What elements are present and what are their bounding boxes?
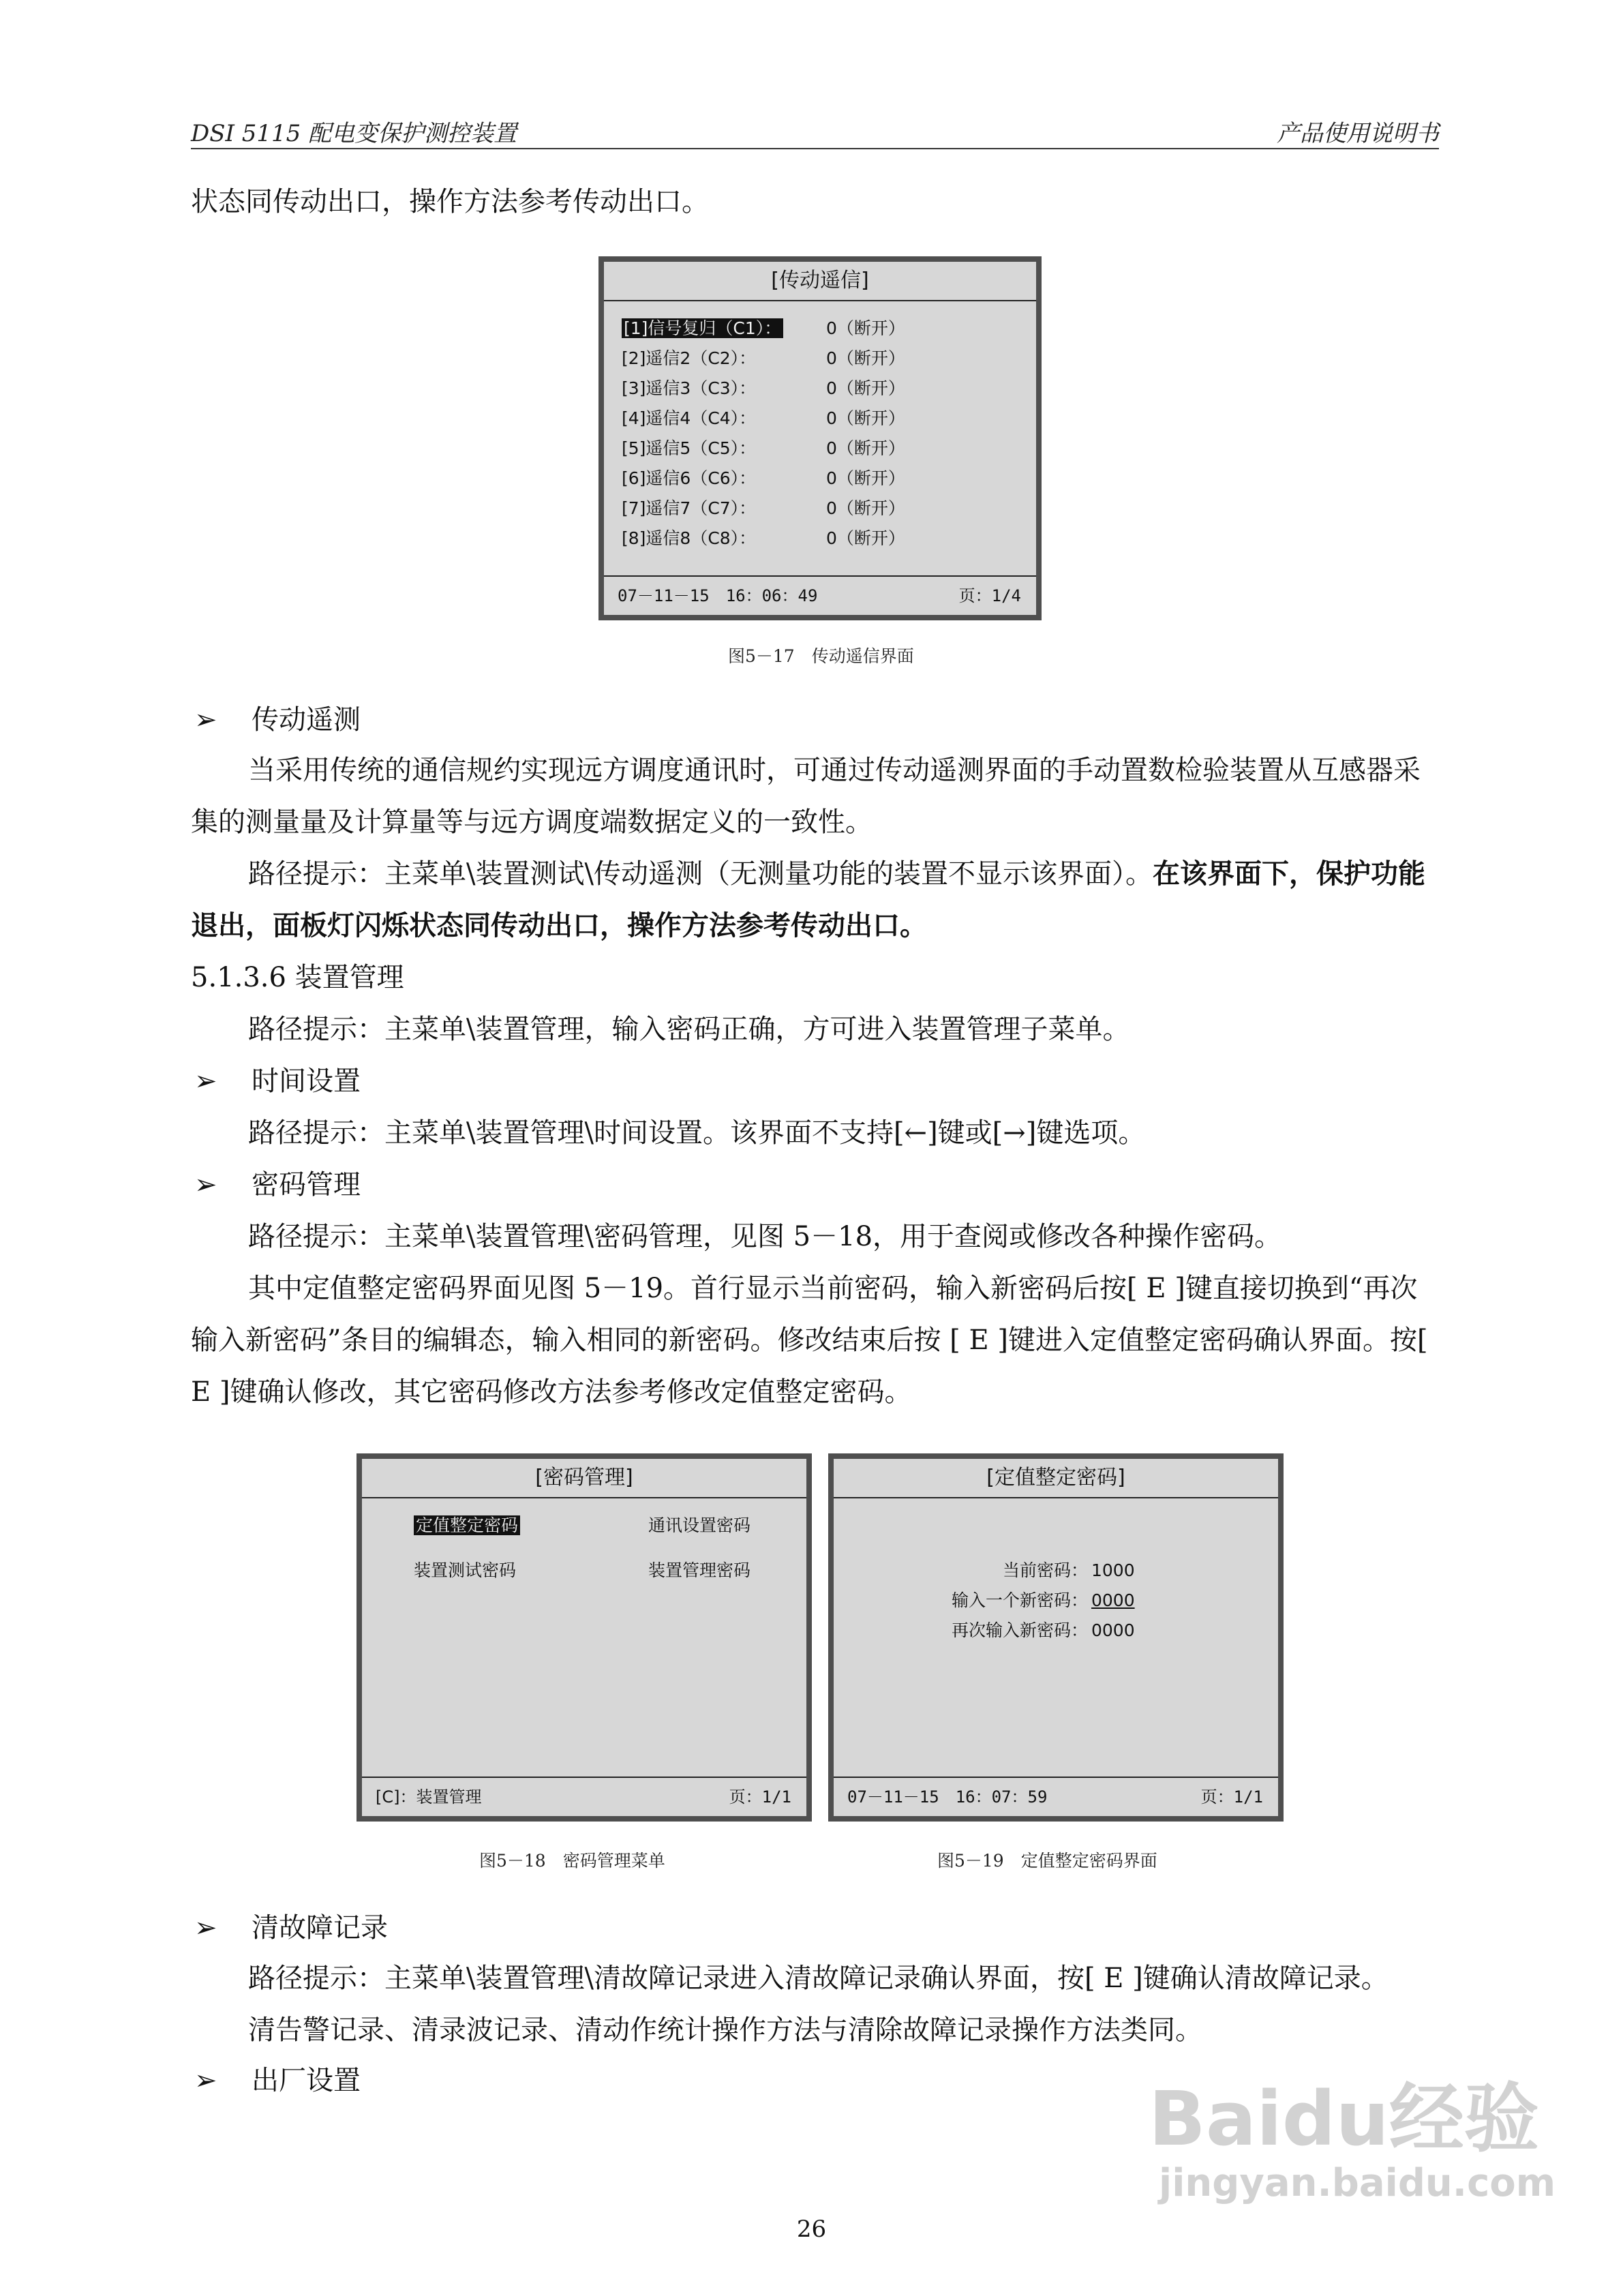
watermark-url: jingyan.baidu.com (1159, 2161, 1556, 2205)
pwd-value-current: 1000 (1091, 1560, 1135, 1580)
signal-row (622, 345, 905, 372)
signal-row (622, 375, 905, 402)
signal-row-value: 0（断开） (826, 378, 905, 398)
lcd-title: [密码管理] (362, 1459, 806, 1498)
lcd-page-indicator: 页：1/4 (958, 586, 1021, 605)
figure-caption: 图5－19 定值整定密码界面 (937, 1851, 1157, 1871)
section-heading: 5.1.3.6 装置管理 (191, 962, 404, 993)
lcd-back-hint: [C]：装置管理 (376, 1787, 482, 1807)
lcd-datetime: 07－11－15 16：07：59 (847, 1787, 1048, 1807)
lcd-footer (834, 1777, 1278, 1816)
signal-row-value: 0（断开） (826, 498, 905, 518)
bullet-label: 传动遥测 (252, 704, 361, 736)
signal-row-value: 0（断开） (826, 348, 905, 368)
pwd-value-new: 0000 (1091, 1590, 1135, 1610)
signal-row-label: [2]遥信2（C2）： (622, 348, 757, 368)
pwd-label-current: 当前密码： (1002, 1560, 1088, 1580)
lcd-password-menu (357, 1453, 812, 1822)
paragraph (191, 848, 1438, 952)
bold-note: 在该界面下，保护功能退出，面板灯闪烁状态同传动出口，操作方法参考传动出口。 (191, 858, 1425, 941)
path-hint: 路径提示：主菜单\装置管理\清故障记录进入清故障记录确认界面，按[ E ]键确认清故障记录。 (248, 1963, 1389, 1994)
signal-row (622, 495, 905, 522)
path-hint: 路径提示：主菜单\装置测试\传动遥测（无测量功能的装置不显示该界面）。 (248, 858, 1153, 890)
lcd-title: [传动遥信] (604, 262, 1036, 301)
signal-row (622, 525, 905, 552)
bullet-item (194, 1902, 388, 1954)
page-number: 26 (796, 2216, 827, 2243)
bullet-arrow-icon: ➢ (194, 1169, 217, 1200)
figure-caption: 图5－17 传动遥信界面 (728, 646, 914, 666)
path-hint: 路径提示：主菜单\装置管理\时间设置。该界面不支持[←]键或[→]键选项。 (248, 1117, 1146, 1149)
menu-item-setting-password: 定值整定密码 (414, 1512, 520, 1539)
signal-row-value: 0（断开） (826, 468, 905, 488)
signal-row (622, 315, 905, 342)
header-rule (191, 148, 1439, 149)
lcd-footer (604, 575, 1036, 615)
lcd-title: [定值整定密码] (834, 1459, 1278, 1498)
path-hint: 路径提示：主菜单\装置管理，输入密码正确，方可进入装置管理子菜单。 (248, 1014, 1130, 1045)
intro-line: 状态同传动出口，操作方法参考传动出口。 (191, 186, 709, 217)
bullet-arrow-icon: ➢ (194, 704, 217, 736)
bullet-arrow-icon: ➢ (194, 1912, 217, 1944)
lcd-footer (362, 1777, 806, 1816)
pwd-label-new: 输入一个新密码： (951, 1590, 1088, 1610)
menu-item-test-password: 装置测试密码 (414, 1560, 517, 1580)
bullet-arrow-icon: ➢ (194, 2065, 217, 2096)
bullet-label: 密码管理 (252, 1169, 361, 1200)
bullet-arrow-icon: ➢ (194, 1066, 217, 1097)
lcd-page-indicator: 页：1/1 (1200, 1787, 1263, 1807)
signal-row (622, 435, 905, 462)
signal-row-label: [7]遥信7（C7）： (622, 498, 757, 518)
signal-row-value: 0（断开） (826, 528, 905, 548)
pwd-value-confirm: 0000 (1091, 1620, 1135, 1640)
lcd-remote-signal (598, 256, 1042, 620)
paragraph: 其中定值整定密码界面见图 5－19。首行显示当前密码，输入新密码后按[ E ]键直接切换到“再次输入新密码”条目的编辑态，输入相同的新密码。修改结束后按 [ E ]键进入定值整定密码确认界面。按[ E ]键确认修改，其它密码修改方法参考修改定值整定密码。 (191, 1273, 1428, 1408)
bullet-label: 时间设置 (252, 1066, 361, 1097)
signal-row-label: [8]遥信8（C8）： (622, 528, 757, 548)
lcd-setting-password (828, 1453, 1284, 1822)
signal-row-label: [5]遥信5（C5）： (622, 438, 757, 458)
signal-row-value: 0（断开） (826, 408, 905, 428)
bullet-item (194, 1159, 361, 1211)
header-title: DSI 5115 配电变保护测控装置 (191, 120, 517, 147)
bullet-label: 清故障记录 (252, 1912, 388, 1944)
paragraph: 当采用传统的通信规约实现远方调度通讯时，可通过传动遥测界面的手动置数检验装置从互感器采集的测量量及计算量等与远方调度端数据定义的一致性。 (191, 755, 1421, 838)
figure-caption: 图5－18 密码管理菜单 (479, 1851, 665, 1871)
signal-row-label: [3]遥信3（C3）： (622, 378, 757, 398)
pwd-label-confirm: 再次输入新密码： (951, 1620, 1088, 1640)
bullet-item (194, 694, 361, 746)
signal-row-label: [6]遥信6（C6）： (622, 468, 757, 488)
signal-row-value: 0（断开） (826, 318, 905, 338)
signal-row (622, 405, 905, 432)
signal-row-label: [4]遥信4（C4）： (622, 408, 757, 428)
bullet-item (194, 1055, 361, 1107)
watermark-brand: Baidu经验 (1149, 2075, 1539, 2162)
path-hint: 路径提示：主菜单\装置管理\密码管理，见图 5－18，用于查阅或修改各种操作密码。 (248, 1221, 1282, 1252)
signal-row (622, 465, 905, 492)
lcd-datetime: 07－11－15 16：06：49 (618, 586, 818, 605)
menu-item-comm-password: 通讯设置密码 (648, 1515, 751, 1535)
menu-item-mgmt-password: 装置管理密码 (648, 1560, 751, 1580)
lcd-page-indicator: 页：1/1 (729, 1787, 791, 1807)
header-doc-type: 产品使用说明书 (1277, 120, 1439, 147)
bullet-label: 出厂设置 (252, 2065, 361, 2096)
signal-row-value: 0（断开） (826, 438, 905, 458)
bullet-item (194, 2055, 361, 2106)
paragraph: 清告警记录、清录波记录、清动作统计操作方法与清除故障记录操作方法类同。 (248, 2014, 1202, 2046)
signal-row-label-selected: [1]信号复归（C1）： (622, 318, 783, 338)
